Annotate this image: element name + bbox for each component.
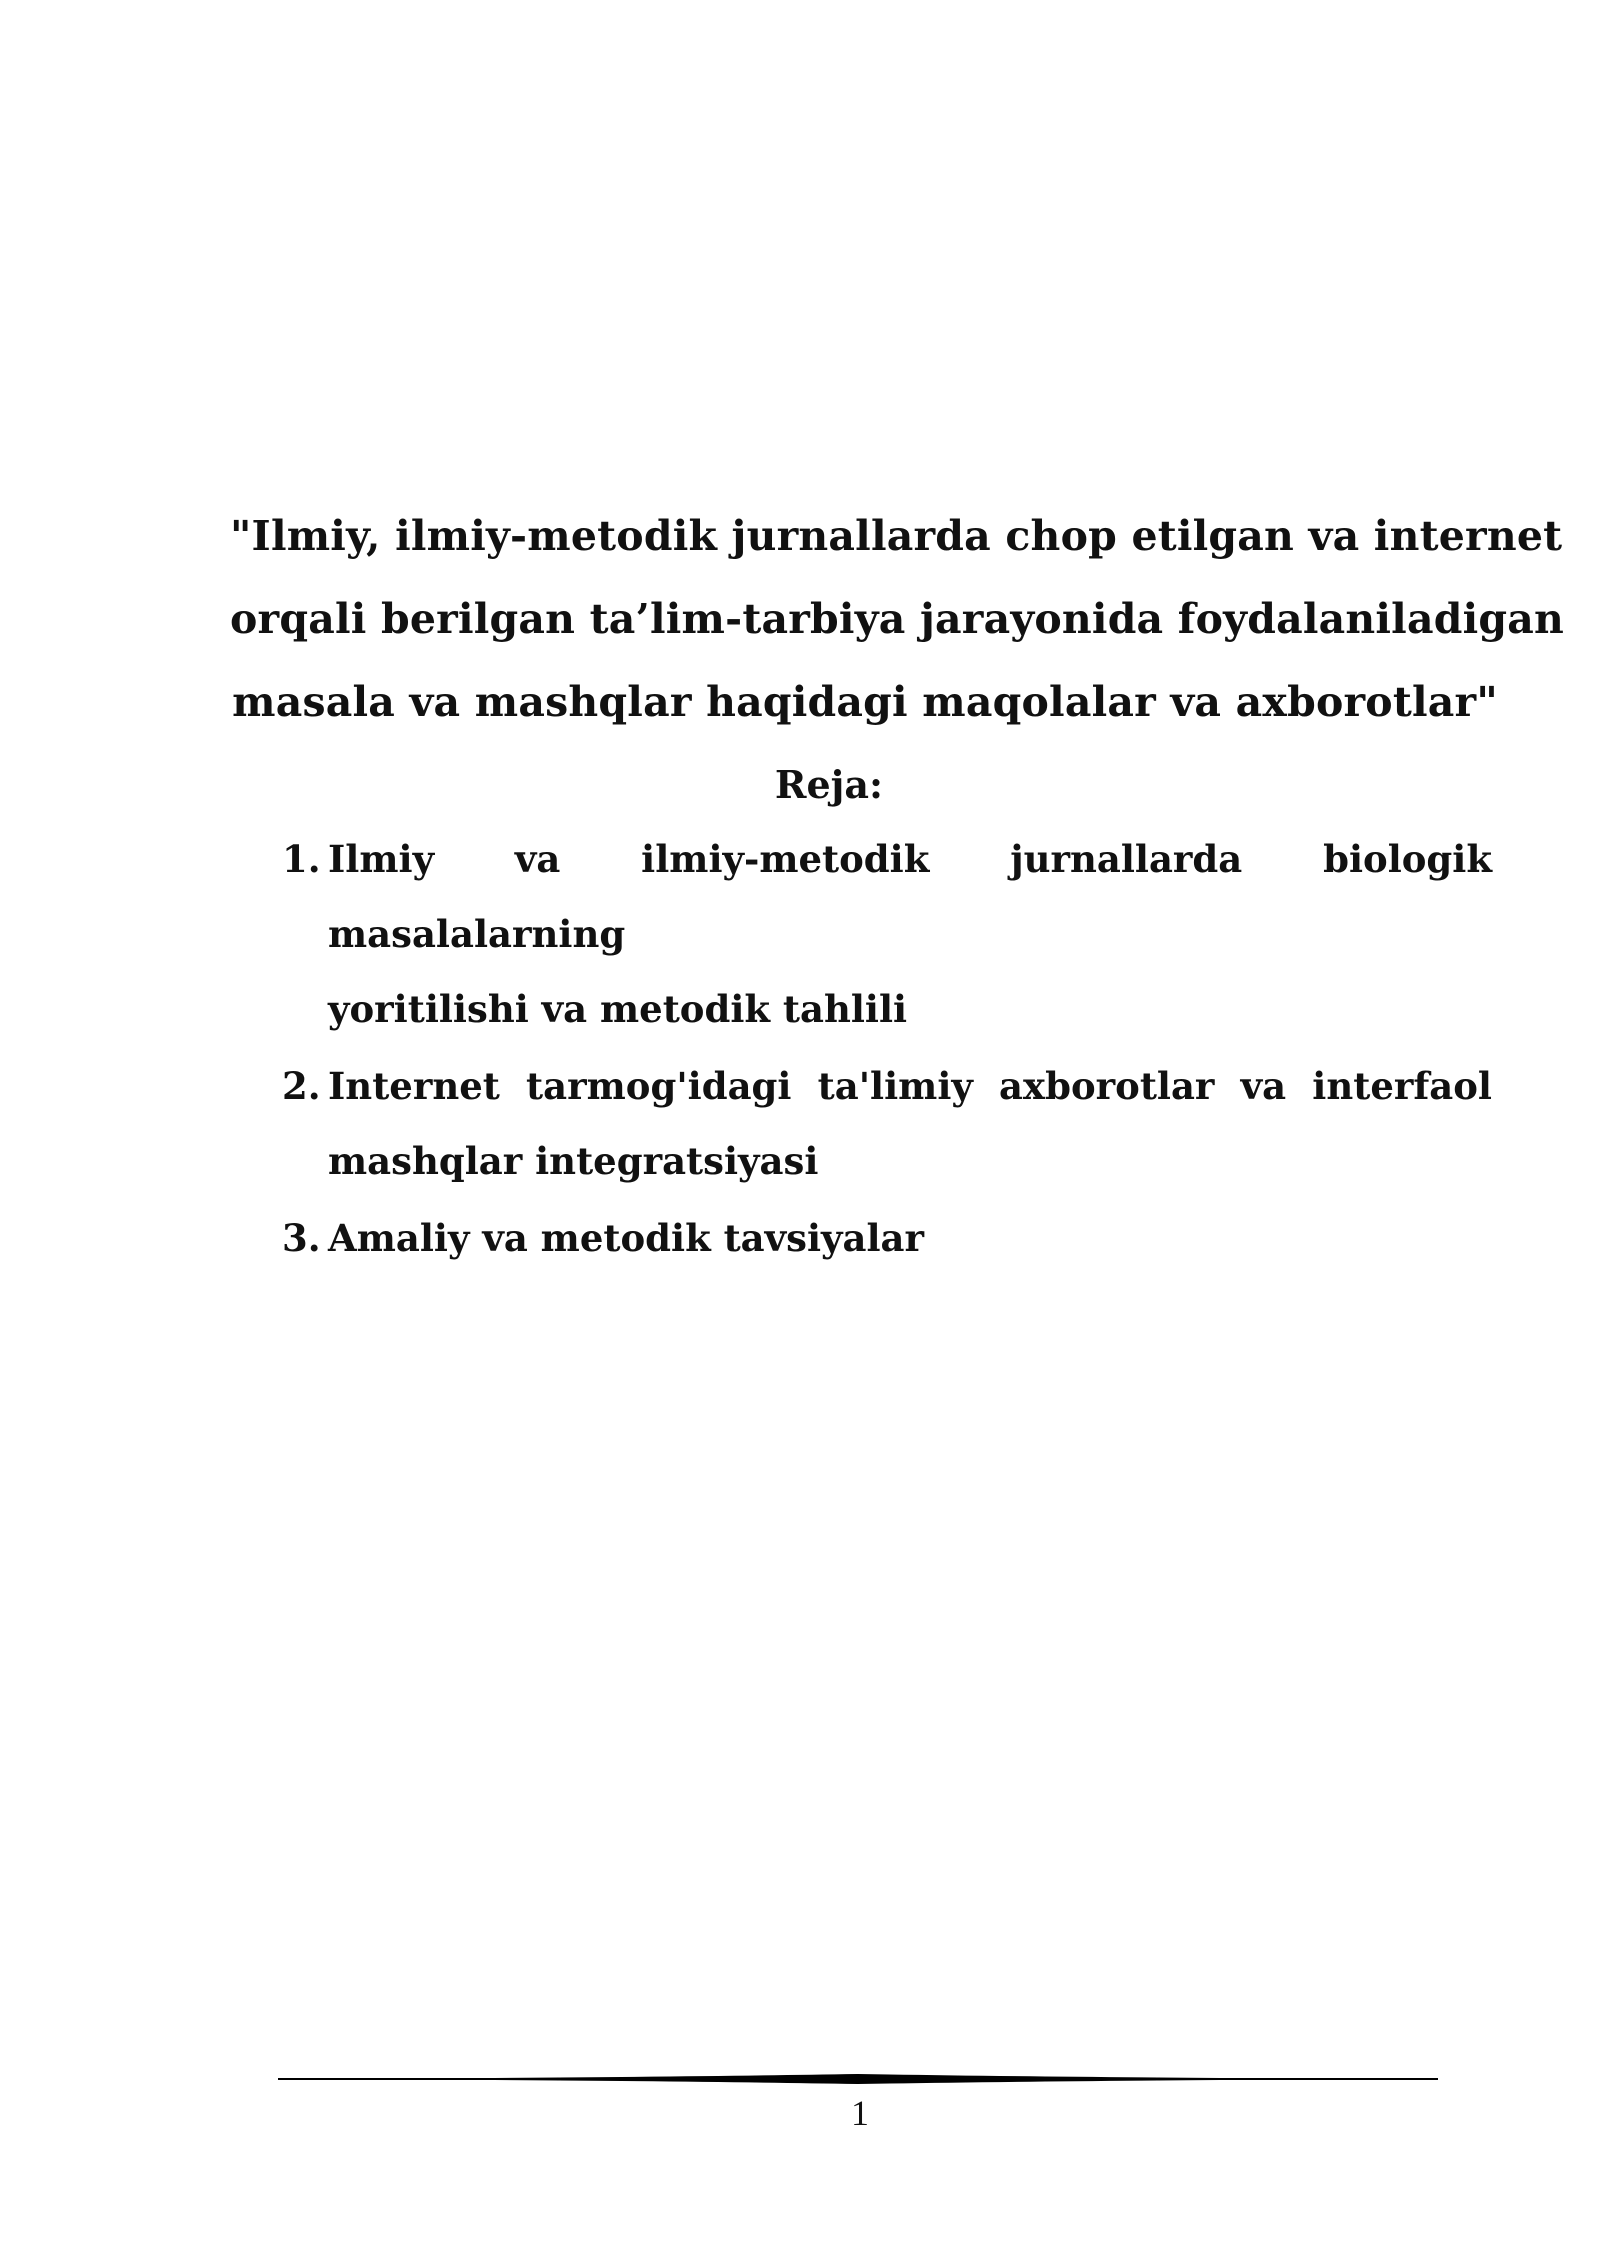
- plan-item-1: [270, 822, 1492, 1047]
- plan-item-3: [270, 1201, 1492, 1276]
- title-line-1: "Ilmiy, ilmiy-metodik jurnallarda chop etilgan va internet: [230, 512, 1563, 560]
- document-title: [230, 495, 1564, 744]
- plan-item-text-line2: yoritilishi va metodik tahlili: [328, 987, 908, 1031]
- plan-item-text-line2: mashqlar integratsiyasi: [328, 1139, 819, 1183]
- plan-item-number: 3.: [282, 1216, 321, 1260]
- title-line-2: orqali berilgan ta’lim-tarbiya jarayonida foydalaniladigan: [230, 595, 1564, 643]
- title-line-3: masala va mashqlar haqidagi maqolalar va axborotlar": [232, 678, 1498, 726]
- plan-item-text-line1: Amaliy va metodik tavsiyalar: [328, 1216, 925, 1260]
- plan-item-text-line1: Ilmiy va ilmiy-metodik jurnallarda biologik masalalarning: [328, 837, 1492, 956]
- plan-item-number: 2.: [282, 1064, 321, 1108]
- plan-list: [270, 822, 1492, 1278]
- plan-item-2: [270, 1049, 1492, 1199]
- plan-item-text-line1: Internet tarmog'idagi ta'limiy axborotlar va interfaol: [328, 1064, 1492, 1108]
- footer-divider: [278, 2072, 1438, 2086]
- plan-heading: Reja:: [774, 762, 884, 807]
- plan-item-number: 1.: [282, 837, 321, 881]
- page-number: 1: [851, 2093, 869, 2133]
